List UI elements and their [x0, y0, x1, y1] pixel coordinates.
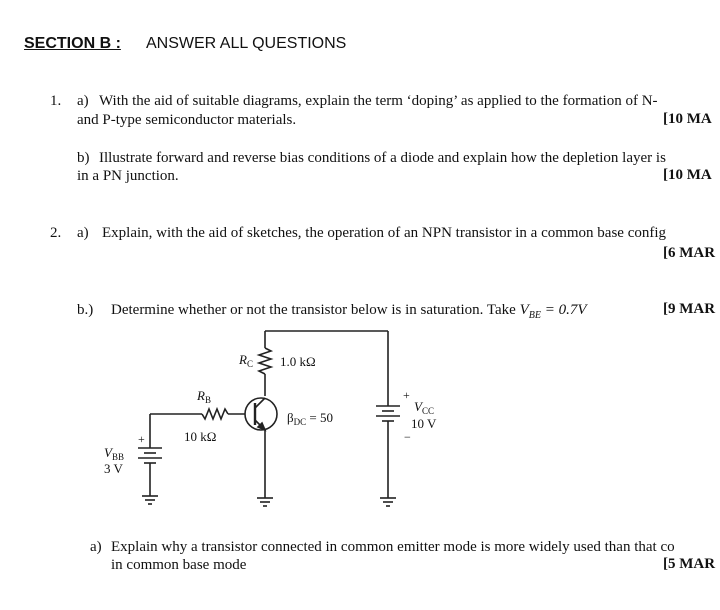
transistor-circuit-diagram — [0, 320, 720, 520]
beta-value: = 50 — [306, 410, 333, 425]
beta-label: β — [287, 410, 294, 425]
rb-label: R — [197, 388, 205, 403]
svg-text:βDC = 50 — [287, 410, 333, 427]
question-text-line: in common base mode — [111, 557, 247, 573]
question-text-line: Explain, with the aid of sketches, the operation of an NPN transistor in a common base config — [102, 225, 667, 241]
part-label: b.) — [77, 302, 94, 318]
part-label: a) — [77, 93, 89, 109]
rb-resistor — [202, 409, 228, 419]
question-text-line: Illustrate forward and reverse bias conditions of a diode and explain how the depletion layer is — [99, 150, 666, 166]
rb-value: 10 kΩ — [184, 429, 217, 444]
svg-text:VBB — [104, 445, 124, 462]
question-text: Determine whether or not the transistor below is in saturation. Take — [111, 302, 516, 318]
marks-label: [5 MAR — [663, 556, 716, 572]
marks-label: [9 MAR — [663, 301, 716, 317]
part-label: b) — [77, 150, 90, 166]
rc-resistor — [259, 348, 271, 374]
marks-label: [10 MA — [663, 167, 712, 183]
vcc-label: V — [414, 399, 422, 414]
formula-rest: = 0.7V — [540, 302, 587, 318]
question-number: 2. — [50, 225, 62, 241]
rb-label-sub: B — [204, 395, 211, 405]
question-number: 1. — [50, 93, 62, 109]
part-label: a) — [77, 225, 89, 241]
section-heading: SECTION B : — [24, 35, 121, 52]
vcc-plus: + — [403, 388, 410, 402]
question-text-line: in a PN junction. — [77, 168, 179, 184]
beta-label-sub: DC — [293, 417, 307, 427]
marks-label: [6 MAR — [663, 245, 716, 261]
rc-label: R — [239, 352, 247, 367]
vcc-minus: − — [404, 430, 411, 444]
vbb-plus: + — [138, 432, 145, 446]
vbb-label: V — [104, 445, 112, 460]
formula-subscript: BE — [528, 310, 541, 321]
vcc-label-sub: CC — [421, 406, 434, 416]
svg-text:RC — [238, 352, 253, 369]
rc-label-sub: C — [246, 359, 253, 369]
svg-text:RB — [196, 388, 211, 405]
vbb-label-sub: BB — [111, 452, 124, 462]
section-instruction: ANSWER ALL QUESTIONS — [146, 35, 347, 52]
rc-value: 1.0 kΩ — [280, 354, 316, 369]
formula-variable: V — [519, 302, 529, 318]
question-text-line: With the aid of suitable diagrams, explain the term ‘doping’ as applied to the formation of N- — [99, 93, 658, 109]
question-text-line: and P-type semiconductor materials. — [77, 112, 297, 128]
question-text-line: Explain why a transistor connected in common emitter mode is more widely used than that co — [111, 539, 675, 555]
marks-label: [10 MA — [663, 111, 712, 127]
svg-text:VCC — [414, 399, 434, 416]
part-label: a) — [90, 539, 102, 555]
vcc-value: 10 V — [411, 416, 437, 431]
vbb-value: 3 V — [104, 461, 123, 476]
